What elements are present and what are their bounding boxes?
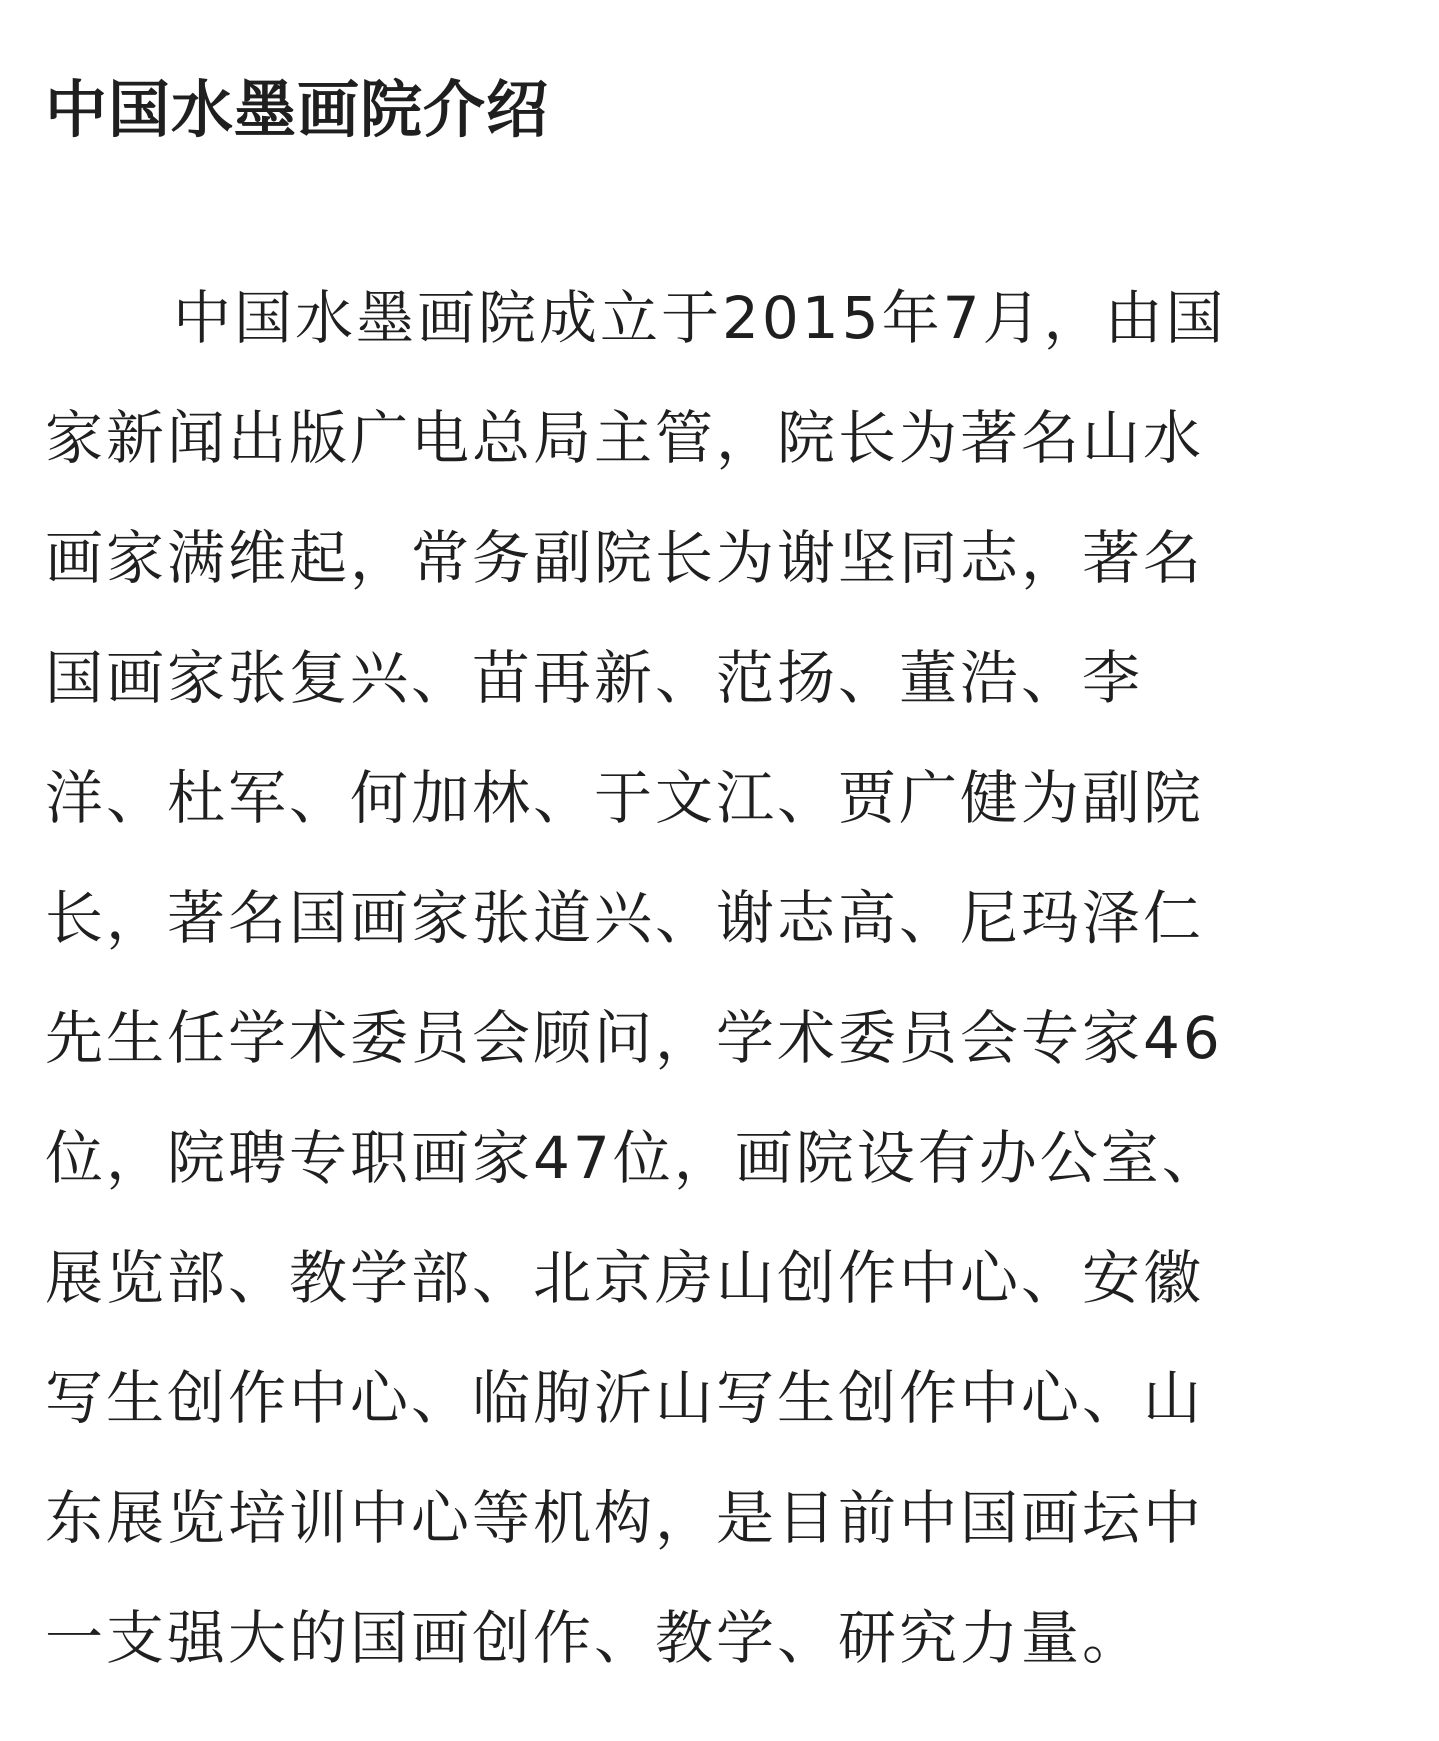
paragraph-line: 展览部、教学部、北京房山创作中心、安徽 (45, 1244, 1205, 1312)
paragraph-line: 写生创作中心、临朐沂山写生创作中心、山 (45, 1364, 1205, 1432)
paragraph-line: 长，著名国画家张道兴、谢志高、尼玛泽仁 (45, 884, 1205, 952)
article-title: 中国水墨画院介绍 (45, 73, 550, 146)
paragraph-line: 洋、杜军、何加林、于文江、贾广健为副院 (45, 764, 1205, 832)
paragraph-line: 位，院聘专职画家47位，画院设有办公室、 (45, 1124, 1223, 1192)
article-body (45, 258, 1405, 1698)
paragraph-line: 东展览培训中心等机构，是目前中国画坛中 (45, 1484, 1205, 1552)
paragraph-line: 先生任学术委员会顾问，学术委员会专家46 (45, 1004, 1223, 1072)
paragraph-line: 中国水墨画院成立于2015年7月，由国 (173, 284, 1227, 352)
paragraph-line: 家新闻出版广电总局主管，院长为著名山水 (45, 404, 1205, 472)
paragraph-line: 一支强大的国画创作、教学、研究力量。 (45, 1604, 1144, 1672)
paragraph-line: 国画家张复兴、苗再新、范扬、董浩、李 (45, 644, 1144, 712)
paragraph-line: 画家满维起，常务副院长为谢坚同志，著名 (45, 524, 1205, 592)
